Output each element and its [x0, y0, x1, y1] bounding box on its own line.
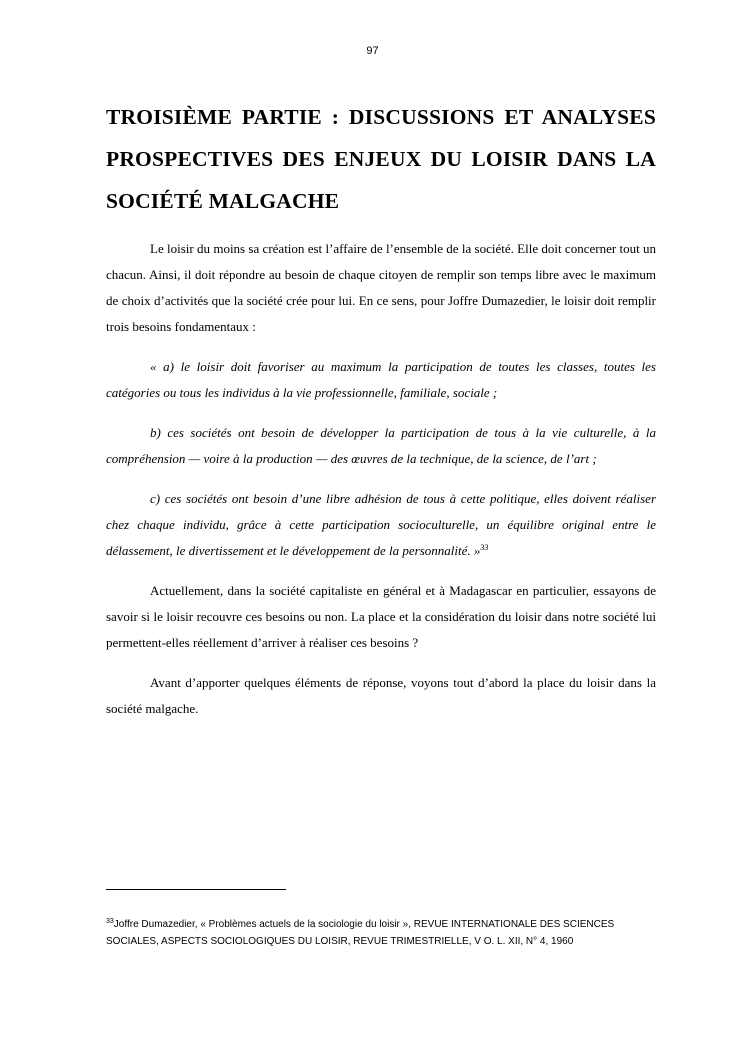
- footnote-reference[interactable]: 33: [480, 543, 489, 552]
- quote-item-b: b) ces sociétés ont besoin de développer la participation de tous à la vie culturelle, à la compréhension — voire à la production — des œuvres de la technique, de la science, de l’art ;: [106, 425, 656, 466]
- footnote-separator: [106, 889, 286, 890]
- quote-item-c-text: c) ces sociétés ont besoin d’une libre adhésion de tous à cette politique, elles doivent réaliser chez chaque individu, grâce à cette participation socioculturelle, un équilibre original entre le délassement, le divertissement et le développement de la personnalité. »: [106, 491, 656, 558]
- footnote-text: Joffre Dumazedier, « Problèmes actuels de la sociologie du loisir », REVUE INTERNATIONALE DES SCIENCES SOCIALES, ASPECTS SOCIOLOGIQUES DU LOISIR, REVUE TRIMESTRIELLE, V O. L. XII, N° 4, 1960: [106, 919, 615, 947]
- quote-item-a: « a) le loisir doit favoriser au maximum la participation de toutes les classes, toutes les catégories ou tous les individus à la vie professionnelle, familiale, sociale ;: [106, 359, 656, 400]
- analysis-paragraph: Actuellement, dans la société capitaliste en général et à Madagascar en particulier, essayons de savoir si le loisir recouvre ces besoins ou non. La place et la considération du loisir dans notre société lui permettent-elles réellement d’arriver à réaliser ces besoins ?: [106, 583, 656, 650]
- footnote-marker: 33: [106, 918, 114, 925]
- intro-paragraph: Le loisir du moins sa création est l’affaire de l’ensemble de la société. Elle doit concerner tout un chacun. Ainsi, il doit répondre au besoin de chaque citoyen de remplir son temps libre avec le maximum de choix d’activités que la société crée pour lui. En ce sens, pour Joffre Dumazedier, le loisir doit remplir trois besoins fondamentaux :: [106, 241, 656, 334]
- quote-item-c: [106, 486, 656, 564]
- page-number: 97: [366, 45, 379, 57]
- closing-paragraph: Avant d’apporter quelques éléments de réponse, voyons tout d’abord la place du loisir dans la société malgache.: [106, 675, 656, 716]
- footnote: [106, 916, 656, 950]
- page-content: [106, 96, 656, 722]
- part-title: TROISIÈME PARTIE : DISCUSSIONS ET ANALYSES PROSPECTIVES DES ENJEUX DU LOISIR DANS LA SOCIÉTÉ MALGACHE: [106, 105, 656, 213]
